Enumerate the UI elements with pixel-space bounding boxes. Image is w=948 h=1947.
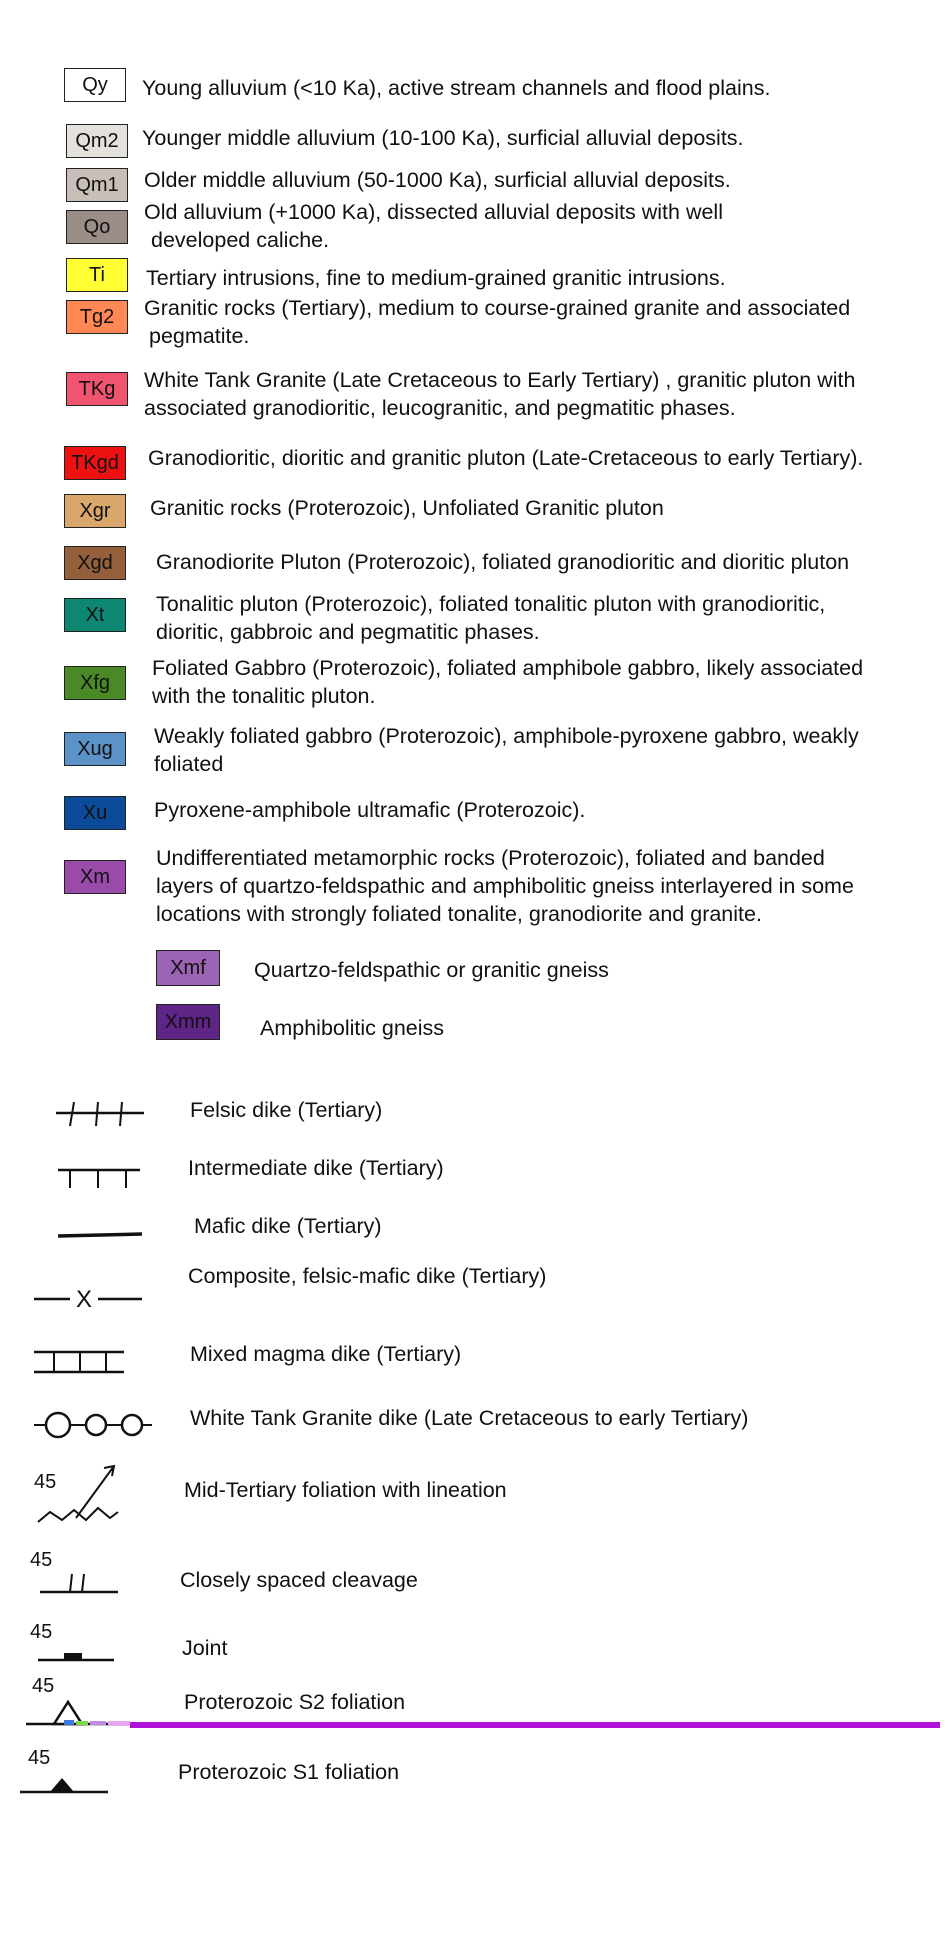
unit-desc-line: foliated	[154, 752, 224, 776]
cleavage-symbol	[28, 1544, 128, 1604]
unit-box-qm1: Qm1	[66, 168, 128, 202]
unit-box-qm2: Qm2	[66, 124, 128, 158]
unit-desc-line: Younger middle alluvium (10-100 Ka), surficial alluvial deposits.	[142, 126, 744, 150]
unit-desc-line: Granodioritic, dioritic and granitic pluton (Late-Cretaceous to early Tertiary).	[148, 446, 864, 470]
unit-box-tkgd: TKgd	[64, 446, 126, 480]
unit-box-qy: Qy	[64, 68, 126, 102]
scan-artifact-line	[130, 1720, 940, 1730]
unit-desc-xgr	[150, 494, 664, 522]
subunit-box-xmm: Xmm	[156, 1004, 220, 1040]
mafic-dike-label: Mafic dike (Tertiary)	[194, 1214, 382, 1238]
felsic-dike-label: Felsic dike (Tertiary)	[190, 1098, 383, 1122]
unit-desc-line: associated granodioritic, leucogranitic, and pegmatitic phases.	[144, 396, 736, 420]
subunit-desc-xmf: Quartzo-feldspathic or granitic gneiss	[254, 958, 609, 982]
unit-desc-xt	[156, 590, 825, 646]
unit-box-tkg: TKg	[66, 372, 128, 406]
unit-desc-line: Pyroxene-amphibole ultramafic (Proterozoic).	[154, 798, 586, 822]
unit-desc-qm1	[144, 166, 731, 194]
unit-desc-qm2	[142, 124, 744, 152]
unit-desc-line: Granitic rocks (Tertiary), medium to course-grained granite and associated	[144, 296, 851, 320]
joint-symbol	[28, 1616, 128, 1672]
unit-desc-line: Granitic rocks (Proterozoic), Unfoliated Granitic pluton	[150, 496, 664, 520]
mid-tertiary-foliation-symbol	[30, 1456, 130, 1526]
unit-box-xug: Xug	[64, 732, 126, 766]
composite-dike-mark: X	[75, 1286, 93, 1313]
mid-tertiary-foliation-label: Mid-Tertiary foliation with lineation	[184, 1478, 507, 1502]
unit-desc-line: Tonalitic pluton (Proterozoic), foliated tonalitic pluton with granodioritic,	[156, 592, 826, 616]
mafic-dike-symbol	[52, 1226, 152, 1246]
composite-dike-label: Composite, felsic-mafic dike (Tertiary)	[188, 1264, 547, 1288]
unit-desc-line: layers of quartzo-feldspathic and amphibolitic gneiss interlayered in some	[156, 874, 854, 898]
unit-desc-qo	[144, 198, 723, 254]
unit-box-tg2: Tg2	[66, 300, 128, 334]
unit-desc-line: dioritic, gabbroic and pegmatitic phases.	[156, 620, 540, 644]
dip-value: 45	[30, 1621, 53, 1643]
cleavage-label: Closely spaced cleavage	[180, 1568, 418, 1592]
unit-desc-line: locations with strongly foliated tonalite, granodiorite and granite.	[156, 902, 762, 926]
unit-desc-tkg	[144, 366, 855, 422]
unit-desc-line: Foliated Gabbro (Proterozoic), foliated amphibole gabbro, likely associated	[152, 656, 864, 680]
unit-desc-xm	[156, 844, 854, 928]
s2-foliation-label: Proterozoic S2 foliation	[184, 1690, 406, 1714]
unit-desc-ti	[146, 264, 726, 292]
unit-desc-qy	[142, 74, 770, 102]
unit-desc-line: Weakly foliated gabbro (Proterozoic), amphibole-pyroxene gabbro, weakly	[154, 724, 859, 748]
unit-desc-line: Older middle alluvium (50-1000 Ka), surficial alluvial deposits.	[144, 168, 731, 192]
intermediate-dike-label: Intermediate dike (Tertiary)	[188, 1156, 444, 1180]
dip-value: 45	[32, 1675, 55, 1697]
joint-label: Joint	[182, 1636, 228, 1660]
unit-desc-line: Old alluvium (+1000 Ka), dissected alluvial deposits with well	[144, 200, 723, 224]
unit-box-ti: Ti	[66, 258, 128, 292]
unit-desc-line: developed caliche.	[151, 228, 330, 252]
unit-desc-line: Tertiary intrusions, fine to medium-grained granitic intrusions.	[146, 266, 726, 290]
dip-value: 45	[30, 1549, 53, 1571]
felsic-dike-symbol	[52, 1096, 152, 1130]
unit-box-xm: Xm	[64, 860, 126, 894]
s1-foliation-symbol	[18, 1742, 118, 1802]
dip-value: 45	[34, 1471, 57, 1493]
unit-desc-xug	[154, 722, 859, 778]
subunit-desc-xmm: Amphibolitic gneiss	[260, 1016, 445, 1040]
unit-desc-line: Undifferentiated metamorphic rocks (Proterozoic), foliated and banded	[156, 846, 825, 870]
white-tank-dike-symbol	[32, 1408, 154, 1442]
intermediate-dike-symbol	[52, 1162, 152, 1196]
white-tank-dike-label: White Tank Granite dike (Late Cretaceous to early Tertiary)	[190, 1406, 749, 1430]
unit-desc-line: pegmatite.	[149, 324, 250, 348]
unit-desc-tg2	[144, 294, 850, 350]
unit-desc-line: Young alluvium (<10 Ka), active stream channels and flood plains.	[142, 76, 771, 100]
s1-foliation-label: Proterozoic S1 foliation	[178, 1760, 400, 1784]
unit-box-xfg: Xfg	[64, 666, 126, 700]
composite-dike-symbol	[32, 1282, 148, 1316]
unit-desc-xu	[154, 796, 585, 824]
unit-desc-xgd	[156, 548, 849, 576]
mixed-magma-dike-symbol	[32, 1346, 132, 1380]
unit-desc-line: White Tank Granite (Late Cretaceous to Early Tertiary) , granitic pluton with	[144, 368, 856, 392]
unit-box-xgr: Xgr	[64, 494, 126, 528]
unit-box-xgd: Xgd	[64, 546, 126, 580]
subunit-box-xmf: Xmf	[156, 950, 220, 986]
unit-desc-tkgd	[148, 444, 863, 472]
mixed-magma-dike-label: Mixed magma dike (Tertiary)	[190, 1342, 462, 1366]
unit-desc-line: with the tonalitic pluton.	[152, 684, 376, 708]
unit-box-xu: Xu	[64, 796, 126, 830]
unit-box-qo: Qo	[66, 210, 128, 244]
unit-box-xt: Xt	[64, 598, 126, 632]
unit-desc-line: Granodiorite Pluton (Proterozoic), foliated granodioritic and dioritic pluton	[156, 550, 850, 574]
unit-desc-xfg	[152, 654, 863, 710]
dip-value: 45	[28, 1747, 51, 1769]
